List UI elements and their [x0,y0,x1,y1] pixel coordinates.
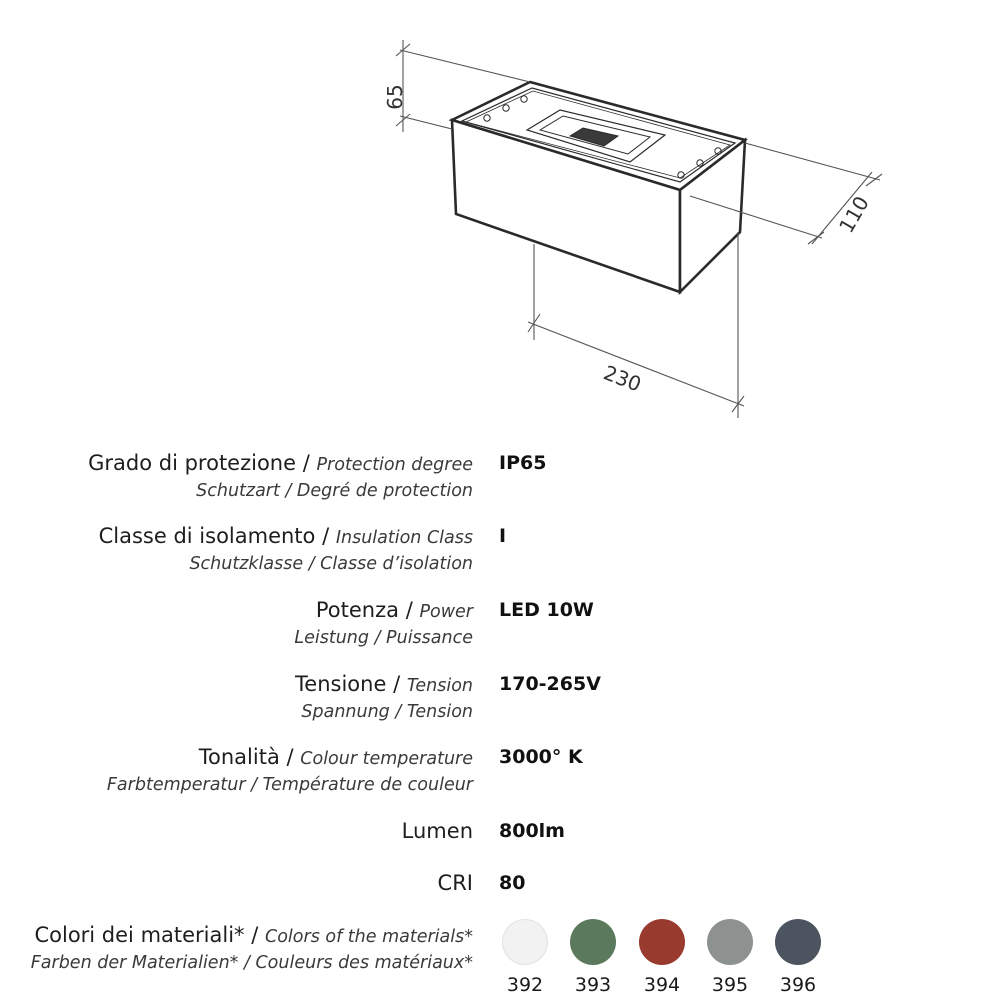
spec-label: Tensione / Tension Spannung / Tension [295,672,473,722]
spec-value-power: LED 10W [499,599,594,621]
spec-value-cri: 80 [499,872,526,894]
spec-value-insulation: I [499,525,507,547]
dimension-depth-label: 110 [833,191,874,238]
spec-value-protection: IP65 [499,452,547,474]
spec-value-colour-temperature: 3000° K [499,746,583,768]
spec-label: Grado di protezione / Protection degree Schutzart / Degré de protection [88,451,473,501]
spec-label: CRI [437,871,473,895]
lamp-body [452,82,745,292]
color-swatch-396 [775,919,821,965]
spec-value-tension: 170-265V [499,673,601,695]
dimension-width-label: 230 [600,360,645,397]
spec-label: Lumen [401,819,473,843]
color-code-396: 396 [779,974,817,996]
color-swatch-393 [570,919,616,965]
spec-label: Colori dei materiali* / Colors of the materials* Farben der Materialien* / Couleurs des matériaux* [30,923,473,973]
color-code-395: 395 [711,974,749,996]
spec-label: Potenza / Power Leistung / Puissance [294,598,473,648]
technical-drawing [0,0,1000,430]
color-code-394: 394 [643,974,681,996]
color-swatch-394 [639,919,685,965]
color-swatch-395 [707,919,753,965]
spec-label: Classe di isolamento / Insulation Class Schutzklasse / Classe d’isolation [98,524,473,574]
spec-value-lumen: 800lm [499,820,565,842]
dimension-height-label: 65 [383,84,407,110]
color-swatch-392 [502,919,548,965]
color-code-392: 392 [506,974,544,996]
spec-label: Tonalità / Colour temperature Farbtemperatur / Température de couleur [106,745,473,795]
color-code-393: 393 [574,974,612,996]
